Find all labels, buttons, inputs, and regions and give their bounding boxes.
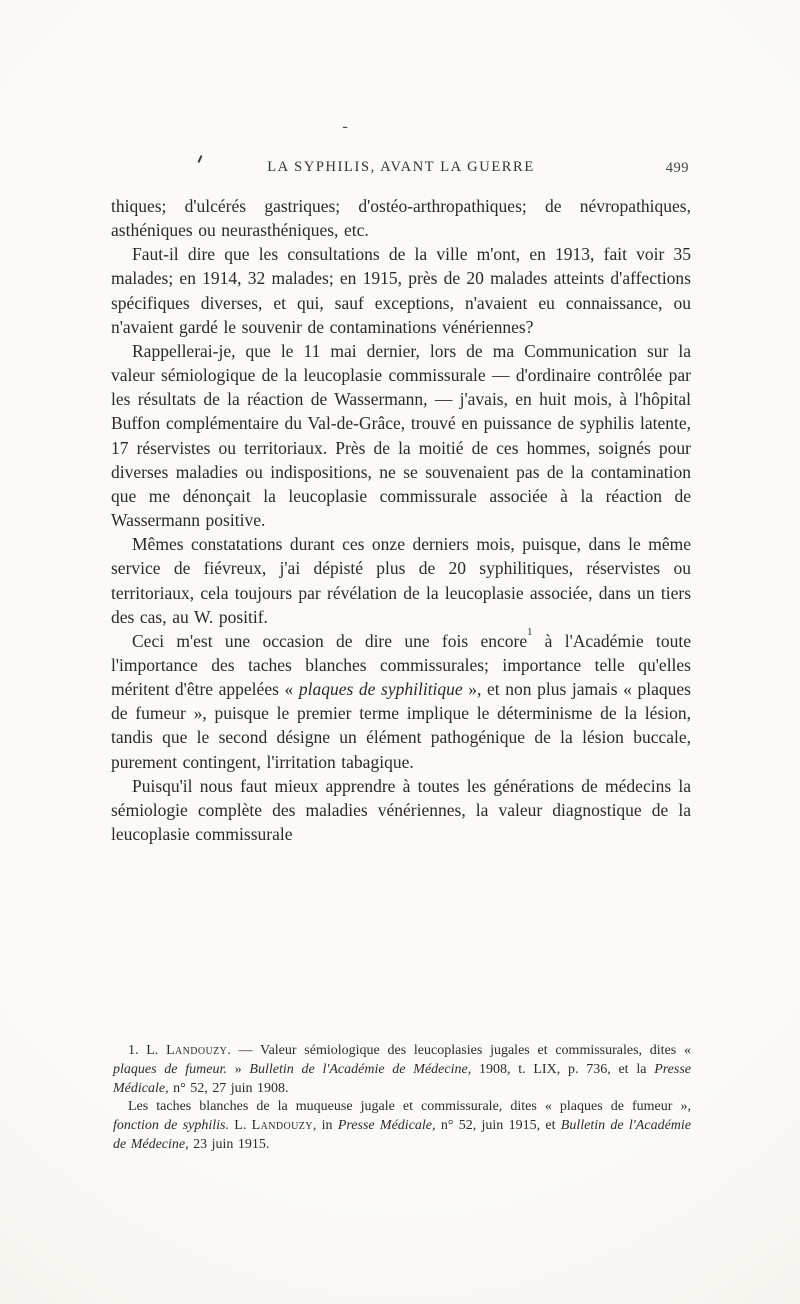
text-segment: . — Valeur sémiologique des leucoplasies jugales et commissurales, dites « bbox=[227, 1043, 691, 1058]
footnotes-section bbox=[113, 1042, 691, 1155]
text-segment: Mêmes constatations durant ces onze derniers mois, puisque, dans le même service de fiévreux, j'ai dépisté plus de 20 syphilitiques, réservistes ou territoriaux, cela toujours par révélation de la leucoplasie associée, dans un tiers des cas, au W. positif. bbox=[111, 534, 691, 627]
text-segment: Faut-il dire que les consultations de la ville m'ont, en 1913, fait voir 35 malades; en 1914, 32 malades; en 1915, près de 20 malades atteints d'affections spécifiques diverses, et qui, sauf exceptions, n'avaient eu connaissance, ou n'avaient gardé le souvenir de contaminations vénériennes? bbox=[111, 244, 691, 337]
body-paragraph bbox=[111, 774, 691, 846]
text-segment: n° 52, 27 juin 1908. bbox=[168, 1080, 289, 1096]
text-segment: Puisqu'il nous faut mieux apprendre à toutes les générations de médecins la sémiologie complète des maladies vénériennes, la valeur diagnostique de la leucoplasie commissurale bbox=[111, 775, 691, 845]
text-segment: à l'Académie toute l'importance des taches blanches commissurales; importance telle qu'elles méritent d'être appelées « bbox=[111, 630, 691, 700]
body-paragraph bbox=[111, 629, 691, 774]
text-segment: » bbox=[226, 1061, 250, 1077]
text-segment: L. bbox=[228, 1118, 252, 1134]
page-header bbox=[111, 159, 691, 179]
text-segment: Landouzy bbox=[166, 1043, 228, 1058]
text-segment: Presse Médicale, bbox=[337, 1118, 436, 1134]
body-paragraph bbox=[111, 194, 691, 242]
text-segment: n° 52, juin 1915, et bbox=[435, 1118, 561, 1134]
text-segment: 1908, t. LIX, p. 736, et la bbox=[471, 1061, 655, 1077]
footnote-reference: 1 bbox=[527, 627, 533, 639]
text-segment: Bulletin de l'Académie de Médecine, bbox=[249, 1061, 472, 1077]
running-title: LA SYPHILIS, AVANT LA GUERRE bbox=[267, 159, 535, 175]
document-body bbox=[111, 194, 691, 846]
text-segment: Landouzy bbox=[251, 1118, 313, 1134]
text-segment: Bulletin de l'Académie de Médecine, bbox=[113, 1118, 691, 1152]
body-paragraph bbox=[111, 242, 691, 339]
text-segment: fonction de syphilis. bbox=[113, 1118, 229, 1134]
text-segment: Presse Médicale, bbox=[113, 1061, 691, 1096]
text-segment: Ceci m'est une occasion de dire une fois encore bbox=[132, 630, 528, 651]
page-number: 499 bbox=[665, 160, 689, 176]
text-segment: , in bbox=[312, 1118, 338, 1134]
text-segment: Rappellerai-je, que le 11 mai dernier, lors de ma Communication sur la valeur sémiologique de la leucoplasie commissurale — d'ordinaire contrôlée par les résultats de la réaction de Wassermann, — j'avais, en huit mois, à l'hôpital Buffon complémentaire du Val-de-Grâce, trouvé en puissance de syphilis latente, 17 réservistes ou territoriaux. Près de la moitié de ces hommes, soignés pour diverses maladies ou indispositions, ne se souvenaient pas de la contamination que me dénonçait la leucoplasie commissurale associée à la réaction de Wassermann positive. bbox=[111, 340, 691, 531]
text-segment: Les taches blanches de la muqueuse jugale et commissurale, dites « plaques de fumeur », bbox=[128, 1099, 691, 1115]
text-segment: 23 juin 1915. bbox=[188, 1136, 270, 1152]
footnote-paragraph bbox=[113, 1098, 691, 1154]
text-segment: thiques; d'ulcérés gastriques; d'ostéo-arthropathiques; de névropathiques, asthéniques ou neurasthéniques, etc. bbox=[111, 196, 691, 241]
text-segment: 1. L. bbox=[128, 1043, 167, 1058]
text-segment: plaques de fumeur. bbox=[113, 1061, 227, 1077]
body-paragraph bbox=[111, 532, 691, 629]
footnote-paragraph bbox=[113, 1042, 691, 1098]
text-segment: », et non plus jamais « plaques de fumeur », puisque le premier terme implique le déterminisme de la lésion, tandis que le second désigne un élément pathogénique de la lésion buccale, purement contingent, l'irritation tabagique. bbox=[111, 679, 691, 772]
text-segment: plaques de syphilitique bbox=[298, 679, 463, 700]
body-paragraph bbox=[111, 339, 691, 532]
signature-mark: - bbox=[342, 118, 348, 135]
